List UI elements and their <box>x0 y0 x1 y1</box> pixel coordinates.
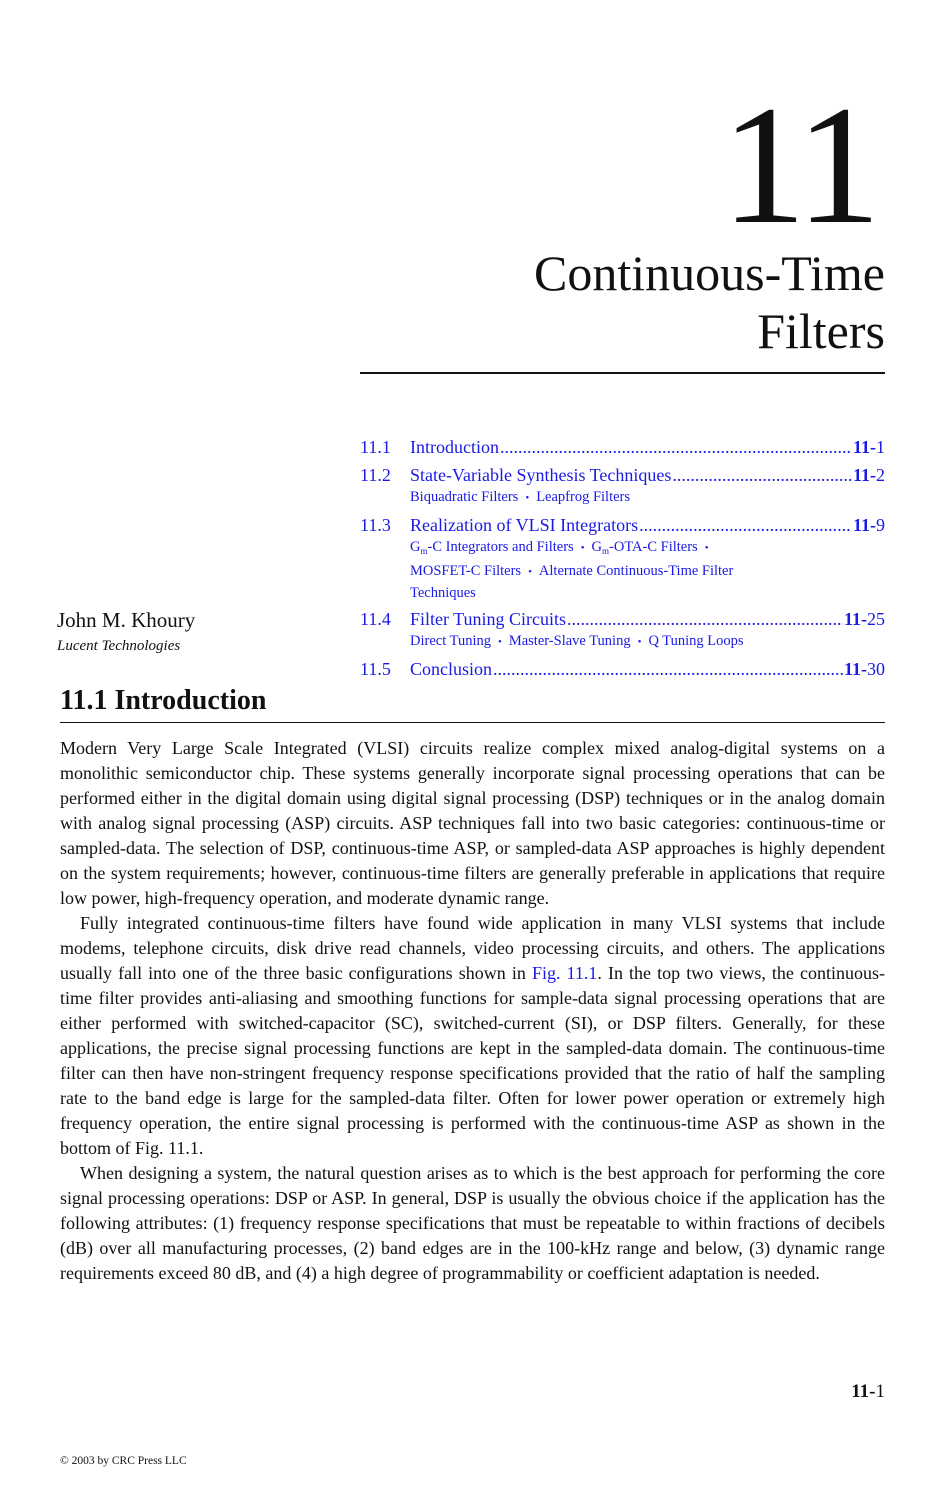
toc-page: 11-1 <box>852 437 885 457</box>
chapter-title-line: Continuous-Time <box>533 245 885 301</box>
chapter-title-line: Filters <box>757 303 885 359</box>
toc-sub-link[interactable]: Q Tuning Loops <box>648 633 744 649</box>
toc-title: Realization of VLSI Integrators <box>410 514 639 535</box>
toc-leader <box>493 657 843 681</box>
toc-sub-link[interactable]: $G_m-C$ Integrators and Filters <box>410 538 574 556</box>
toc-leader <box>500 435 852 459</box>
toc-page: 11-25 <box>843 609 885 629</box>
toc-subsections <box>410 631 885 653</box>
section-heading: 11.1 Introduction <box>60 685 267 716</box>
chapter-title <box>365 244 885 360</box>
toc-title: Introduction <box>410 437 499 457</box>
page-number: 11-1 <box>851 1381 885 1402</box>
bullet-separator: • <box>704 541 709 554</box>
toc-page: 11-9 <box>852 514 885 535</box>
toc-sub-link[interactable]: Biquadratic Filters <box>410 489 519 505</box>
toc-entry <box>360 607 885 653</box>
toc-entry <box>360 657 885 681</box>
figure-link[interactable]: Fig. 11.1 <box>531 963 598 983</box>
author-name: John M. Khoury <box>57 608 196 632</box>
toc-title: State-Variable Synthesis Techniques <box>410 465 672 485</box>
toc-number: 11.1 <box>360 437 391 457</box>
toc-link-introduction[interactable] <box>360 435 885 459</box>
title-divider <box>360 372 885 374</box>
toc-link-state-variable[interactable] <box>360 463 885 487</box>
paragraph: Modern Very Large Scale Integrated (VLSI) circuits realize complex mixed analog-digital systems on a monolithic semiconductor chip. These systems generally incorporate signal processing operations that can be performed either in the digital domain using digital signal processing (DSP) techniques or in the analog domain with analog signal processing (ASP) circuits. ASP techniques fall into two basic categories: continuous-time or sampled-data. The selection of DSP, continuous-time ASP, or sampled-data ASP approaches is highly dependent on the system requirements; however, continuous-time filters are generally preferable in applications that require low power, high-frequency operation, and moderate dynamic range. <box>60 738 885 908</box>
body-text <box>60 736 885 1286</box>
toc-page: 11-2 <box>852 465 885 485</box>
bullet-separator: • <box>497 636 502 648</box>
bullet-separator: • <box>637 636 642 648</box>
toc-entry <box>360 435 885 459</box>
bullet-separator: • <box>525 492 530 504</box>
toc-sub-link[interactable]: $G_m-OTA-C$ Filters <box>591 538 698 556</box>
toc-sub-link[interactable]: Master-Slave Tuning <box>508 633 631 649</box>
toc-leader <box>672 463 852 487</box>
copyright-notice: © 2003 by CRC Press LLC <box>60 1455 187 1467</box>
bullet-separator: • <box>580 541 585 554</box>
toc-sub-link[interactable]: MOSFET-C Filters <box>410 563 522 579</box>
toc-title: Conclusion <box>410 658 493 679</box>
toc-link-vlsi-integrators[interactable] <box>360 513 885 537</box>
toc-subsections <box>410 487 885 509</box>
paragraph: Fully integrated continuous-time filters have found wide application in many VLSI systems that include modems, telephone circuits, disk drive read channels, video processing circuits, and others. The applications usually fall into one of the three basic configurations shown in Fig. 11.1. In the top two views, the continuous-time filter provides anti-aliasing and smoothing functions for sample-data signal processing operations that are either performed with switched-capacitor (SC), switched-current (SI), or DSP filters. Generally, for these applications, the precise signal processing functions are kept in the sampled-data domain. The continuous-time filter can then have non-stringent frequency response specifications provided that the ratio of half the sampling rate to the band edge is large for the sampled-data filter. Often for lower power operation or extremely high frequency operation, the entire signal processing is performed with the continuous-time ASP as shown in the bottom of Fig. 11.1. <box>60 913 885 1158</box>
toc-number: 11.3 <box>360 514 391 535</box>
toc-sub-link[interactable]: Alternate Continuous-Time Filter <box>538 563 734 579</box>
chapter-number: 11 <box>721 71 877 259</box>
toc-sub-link[interactable]: Leapfrog Filters <box>536 489 631 505</box>
toc-number: 11.2 <box>360 465 391 485</box>
toc-sub-link[interactable]: Direct Tuning <box>410 633 491 649</box>
toc-leader <box>639 513 852 537</box>
toc-number: 11.4 <box>360 609 391 629</box>
toc-number: 11.5 <box>360 658 391 679</box>
toc-title: Filter Tuning Circuits <box>410 609 567 629</box>
section-divider <box>60 722 885 723</box>
toc-link-filter-tuning[interactable] <box>360 607 885 631</box>
toc-page: 11-30 <box>843 658 885 679</box>
paragraph: When designing a system, the natural question arises as to which is the best approach for performing the core signal processing operations: DSP or ASP. In general, DSP is usually the obvious choice if the application has the following attributes: (1) frequency response specifications that must be repeatable to within fractions of decibels (dB) over all manufacturing processes, (2) band edges are in the 100-kHz range and below, (3) dynamic range requirements exceed 80 dB, and (4) a high degree of programmability or coefficient adaptation is needed. <box>60 1163 885 1283</box>
toc-link-conclusion[interactable] <box>360 657 885 681</box>
toc-subsections <box>410 537 885 604</box>
bullet-separator: • <box>528 566 532 578</box>
toc-entry <box>360 513 885 604</box>
toc-entry <box>360 463 885 509</box>
author-affiliation: Lucent Technologies <box>57 638 181 654</box>
table-of-contents <box>360 435 885 685</box>
toc-sub-link[interactable]: Techniques <box>410 584 476 601</box>
toc-leader <box>567 607 843 631</box>
